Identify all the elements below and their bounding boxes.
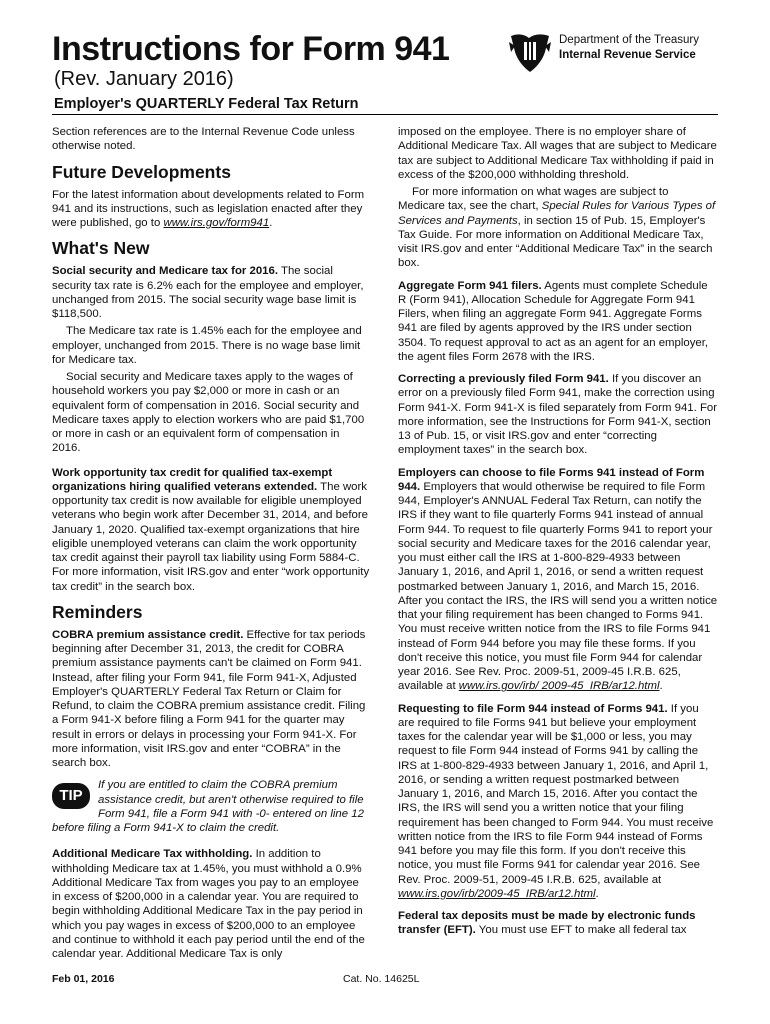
correcting-text: If you discover an error on a previously filed Form 941, make the correction using Form 941-X. Form 941-X is filed separately from Form 941. For more information, see the Instructions for Form 941-X, section 13 of Pub. 15, or visit IRS.gov and enter “correcting employment taxes” in the search box.	[398, 373, 718, 457]
wotc-paragraph	[52, 466, 370, 594]
cobra-paragraph	[52, 628, 370, 771]
form941-link[interactable]: www.irs.gov/form941	[163, 217, 270, 229]
irb-link-1[interactable]: www.irs.gov/irb/ 2009-45_IRB/ar12.html	[458, 680, 660, 693]
future-developments-paragraph	[52, 188, 370, 231]
agency-department: Department of the Treasury	[559, 34, 699, 46]
tip-text: If you are entitled to claim the COBRA premium assistance credit, but aren't otherwise required to file Form 941, file a Form 941 with -0- entered on line 12 before filing a Form 941-X to claim the credit.	[52, 779, 364, 834]
irb-link-2[interactable]: www.irs.gov/irb/2009-45_IRB/ar12.html	[398, 887, 596, 900]
request-944-text: If you are required to file Forms 941 but believe your employment taxes for the calendar year will be $1,000 or less, you may request to file Form 944 instead of Forms 941 by calling the IRS at 1-800-829-4933 between January 1, 2016, and April 1, 2016, or sending a written request postmarked between January 1, 2016, and March 15, 2016. After you contact the IRS, the IRS will send you a written notice that your filing requirement has been changed to Form 944. You must receive written notice from the IRS to file Form 944 instead of Forms 941 before you may file this form. If you don't receive this notice, you must file Forms 941 for calendar year 2016. See Rev. Proc. 2009-51, 2009-45 I.R.B. 625, available at	[398, 702, 714, 886]
revision-date: (Rev. January 2016)	[54, 68, 234, 90]
footer-catalog-number: Cat. No. 14625L	[343, 973, 420, 985]
wotc-text: The work opportunity tax credit is now available for eligible unemployed veterans who begin work after December 31, 2014, and before January 1, 2020. Qualified tax-exempt organizations that hire eligible unemployed veterans can claim the work opportunity tax credit against their payroll tax liability using Form 5884-C. For more information, visit IRS.gov and enter “work opportunity tax credit” in the search box.	[52, 480, 370, 593]
reminders-heading: Reminders	[52, 601, 143, 622]
eft-text: You must use EFT to make all federal tax	[475, 924, 687, 937]
aggregate-paragraph	[398, 279, 718, 365]
document-title: Instructions for Form 941	[52, 30, 450, 68]
wotc-lead: Work opportunity tax credit for qualified tax-exempt organizations hiring qualified veterans extended.	[52, 466, 333, 493]
irs-eagle-logo-icon	[507, 30, 553, 74]
tip-box	[52, 778, 370, 835]
request-944-paragraph	[398, 702, 718, 902]
eft-paragraph	[398, 909, 718, 938]
aggregate-lead: Aggregate Form 941 filers.	[398, 279, 542, 292]
additional-medicare-paragraph	[52, 847, 370, 961]
choose-941-end: .	[659, 680, 663, 693]
household-paragraph: Social security and Medicare taxes apply to the wages of household workers you pay $2,000 or more in cash or an equivalent form of compensation in 2016. Social security and Medicare taxes apply to election workers who are paid $1,700 or more in cash or an equivalent form of compensation in 2016.	[52, 371, 365, 455]
request-944-lead: Requesting to file Form 944 instead of Forms 941.	[398, 702, 668, 715]
tip-badge-icon: TIP	[52, 783, 90, 809]
correcting-lead: Correcting a previously filed Form 941.	[398, 373, 609, 385]
wages-chart-title: Special Rules for Various Types of Services and Payments	[398, 200, 716, 227]
wages-paragraph	[398, 185, 718, 271]
additional-medicare-lead: Additional Medicare Tax withholding.	[52, 848, 253, 861]
intro-paragraph: Section references are to the Internal Revenue Code unless otherwise noted.	[52, 126, 355, 153]
choose-941-lead: Employers can choose to file Forms 941 instead of Form 944.	[398, 466, 705, 493]
eft-lead: Federal tax deposits must be made by electronic funds transfer (EFT).	[398, 910, 696, 937]
cobra-text: Effective for tax periods beginning after December 31, 2013, the credit for COBRA premium assistance payments can't be claimed on Form 941. Instead, after filing your Form 941, file Form 941-X, Adjusted Employer's QUARTERLY Federal Tax Return or Claim for Refund, to claim the COBRA premium assistance credit. Filing a Form 941-X before filing a Form 941 for the quarter may result in errors or delays in processing your Form 941-X. For more information, visit IRS.gov and enter “COBRA” in the search box.	[52, 628, 366, 769]
right-column	[398, 125, 718, 946]
agency-block	[559, 33, 699, 63]
wages-text-b: , in section 15 of Pub. 15, Employer's Tax Guide. For more information on Additional Medicare Tax, visit IRS.gov and enter “Additional Medicare Tax” in the search box.	[398, 214, 713, 270]
cobra-lead: COBRA premium assistance credit.	[52, 628, 244, 641]
header-rule	[52, 114, 718, 115]
future-developments-heading: Future Developments	[52, 161, 231, 182]
choose-941-paragraph	[398, 466, 718, 694]
form-subtitle: Employer's QUARTERLY Federal Tax Return	[54, 96, 359, 112]
footer-date: Feb 01, 2016	[52, 973, 115, 985]
medicare-rate-paragraph: The Medicare tax rate is 1.45% each for the employee and employer, unchanged from 2015. There is no wage base limit for Medicare tax.	[52, 325, 362, 366]
wages-text-a: For more information on what wages are subject to Medicare tax, see the chart,	[398, 186, 669, 213]
left-column	[52, 125, 370, 969]
ss-medicare-paragraph	[52, 264, 370, 321]
ss-medicare-text: The social security tax rate is 6.2% each for the employee and employer, unchanged from 2015. The social security wage base limit is $118,500.	[52, 265, 364, 320]
additional-medicare-text: In addition to withholding Medicare tax at 1.45%, you must withhold a 0.9% Additional Medicare Tax from wages you pay to an employee in excess of $200,000 in a calendar year. You are required to begin withholding Additional Medicare Tax in the pay period in which you pay wages in excess of $200,000 to an employee and continue to withhold it each pay period until the end of the calendar year. Additional Medicare Tax is only	[52, 848, 365, 960]
aggregate-text: Agents must complete Schedule R (Form 941), Allocation Schedule for Aggregate Form 941 Filers, when filing an aggregate Form 941. Aggregate Forms 941 are filed by agents approved by the IRS under section 3504. To request approval to act as an agent for an employer, the agent files Form 2678 with the IRS.	[398, 279, 709, 363]
request-944-end: .	[595, 887, 599, 900]
future-text: For the latest information about developments related to Form 941 and its instructions, such as legislation enacted after they were published, go to	[52, 188, 365, 229]
continued-paragraph: imposed on the employee. There is no employer share of Additional Medicare Tax. All wages that are subject to Medicare tax are subject to Additional Medicare Tax withholding if paid in excess of the $200,000 withholding threshold.	[398, 126, 717, 181]
future-end: .	[269, 217, 273, 229]
whats-new-heading: What's New	[52, 238, 150, 259]
agency-irs: Internal Revenue Service	[559, 49, 696, 61]
choose-941-text: Employers that would otherwise be required to file Form 944, Employer's ANNUAL Federal Tax Return, can notify the IRS if they want to file quarterly Forms 941 instead of annual Form 944. To request to file quarterly Forms 941 to report your social security and Medicare taxes for the 2016 calendar year, you must either call the IRS at 1-800-829-4933 between January 1, 2016, and April 1, 2016, or send a written request postmarked between January 1, 2016, and March 15, 2016. After you contact the IRS, the IRS will send you a written notice that your filing requirement has been changed to Forms 941. You must receive written notice from the IRS to file Forms 941 instead of Form 944 before you may file these forms. If you don't receive this notice, you must file Form 944 for calendar year 2016. See Rev. Proc. 2009-51, 2009-45 I.R.B. 625, available at	[398, 480, 718, 693]
ss-medicare-lead: Social security and Medicare tax for 2016.	[52, 265, 279, 278]
correcting-paragraph	[398, 372, 718, 458]
